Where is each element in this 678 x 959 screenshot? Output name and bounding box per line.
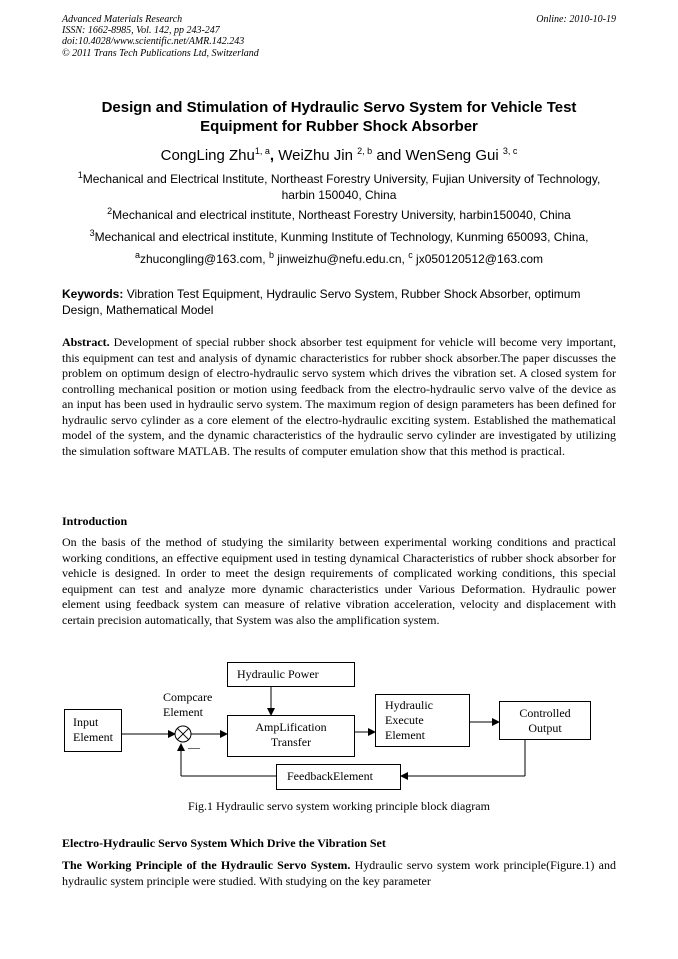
amp-line-2: Transfer bbox=[270, 735, 312, 749]
email-a-sup: a bbox=[134, 250, 140, 260]
author-and: and bbox=[372, 147, 406, 164]
exec-line-3: Element bbox=[385, 728, 425, 742]
email-list bbox=[62, 251, 616, 267]
aff3-text: Mechanical and electrical institute, Kunming Institute of Technology, Kunming 650093, China, bbox=[94, 230, 589, 244]
figure-caption: Fig.1 Hydraulic servo system working principle block diagram bbox=[188, 799, 490, 813]
section2-sublabel: The Working Principle of the Hydraulic Servo System. bbox=[62, 858, 351, 872]
keywords bbox=[62, 287, 616, 318]
author-3: WenSeng Gui bbox=[405, 147, 499, 164]
compare-line-1: Compcare bbox=[163, 690, 213, 704]
input-element-box bbox=[64, 709, 122, 752]
title-line-2: Equipment for Rubber Shock Absorber bbox=[200, 118, 478, 135]
section2-text: Hydraulic servo system work principle(Figure.1) and hydraulic system principle were studied. With studying on the key parameter bbox=[62, 858, 616, 888]
out-line-1: Controlled bbox=[519, 706, 571, 720]
introduction-heading: Introduction bbox=[62, 514, 128, 528]
paper-title bbox=[62, 98, 616, 136]
feedback-label: FeedbackElement bbox=[287, 769, 373, 783]
hydraulic-power-box bbox=[227, 662, 355, 687]
affiliation-2 bbox=[62, 207, 616, 223]
journal-name: Advanced Materials Research bbox=[62, 14, 183, 25]
compare-line-2: Element bbox=[163, 705, 203, 719]
affiliation-1 bbox=[62, 171, 616, 203]
amp-line-1: AmpLification bbox=[255, 720, 327, 734]
journal-doi[interactable]: doi:10.4028/www.scientific.net/AMR.142.243 bbox=[62, 36, 245, 48]
aff1-line-2: harbin 150040, China bbox=[281, 188, 397, 202]
amplification-box bbox=[227, 715, 355, 757]
aff3-sup: 3 bbox=[89, 228, 95, 238]
execute-element-box bbox=[375, 694, 470, 747]
aff2-text: Mechanical and electrical institute, Northeast Forestry University, harbin150040, China bbox=[112, 208, 571, 222]
journal-issn: ISSN: 1662-8985, Vol. 142, pp 243-247 bbox=[62, 25, 220, 37]
exec-line-1: Hydraulic bbox=[385, 698, 433, 712]
author-2-sup: 2, b bbox=[357, 146, 373, 156]
hydraulic-power-label: Hydraulic Power bbox=[237, 667, 319, 681]
input-line-1: Input bbox=[73, 715, 99, 729]
aff1-sup: 1 bbox=[77, 170, 83, 180]
author-sep: , bbox=[269, 147, 279, 164]
email-b-sup: b bbox=[268, 250, 274, 260]
block-diagram bbox=[62, 660, 616, 800]
email-a[interactable]: zhucongling@163.com, bbox=[140, 252, 269, 266]
email-c-sup: c bbox=[408, 250, 413, 260]
journal-header bbox=[62, 14, 259, 59]
controlled-output-box bbox=[499, 701, 591, 740]
input-line-2: Element bbox=[73, 730, 113, 744]
email-b[interactable]: jinweizhu@nefu.edu.cn, bbox=[273, 252, 409, 266]
title-line-1: Design and Stimulation of Hydraulic Servo System for Vehicle Test bbox=[101, 99, 577, 116]
aff1-line-1: Mechanical and Electrical Institute, Northeast Forestry University, Fujian University of Technology, bbox=[82, 172, 601, 186]
abstract bbox=[62, 335, 616, 459]
exec-line-2: Execute bbox=[385, 713, 424, 727]
author-list bbox=[62, 146, 616, 166]
author-1: CongLing Zhu bbox=[160, 147, 255, 164]
compare-element-label bbox=[163, 690, 212, 720]
author-1-sup: 1, a bbox=[254, 146, 270, 156]
journal-copyright: © 2011 Trans Tech Publications Ltd, Switzerland bbox=[62, 47, 259, 59]
aff2-sup: 2 bbox=[107, 206, 113, 216]
introduction-text: On the basis of the method of studying the similarity between experimental working conditions and practical working conditions, an effective equipment used in testing dynamical Characteristics of rubber shock absorber for vehicle is designed. In order to meet the design requirements of complicated working conditions, this special equipment can test and analyze more dynamic characteristics under Various Deformation. Hydraulic power element using feedback system can measure of relative vibration acceleration, velocity and displacement with certain precision automatically, that System was also the amplification system. bbox=[62, 535, 616, 627]
out-line-2: Output bbox=[528, 721, 562, 735]
affiliation-3 bbox=[62, 229, 616, 245]
keywords-text: Vibration Test Equipment, Hydraulic Servo System, Rubber Shock Absorber, optimum Design, Mathematical Model bbox=[62, 287, 581, 317]
minus-sign: — bbox=[188, 740, 200, 754]
abstract-label: Abstract. bbox=[62, 335, 110, 349]
keywords-label: Keywords: bbox=[62, 287, 124, 301]
section2-paragraph bbox=[62, 858, 616, 889]
feedback-element-box bbox=[276, 764, 401, 790]
email-c[interactable]: jx050120512@163.com bbox=[412, 252, 543, 266]
online-date: Online: 2010-10-19 bbox=[536, 14, 616, 25]
author-3-sup: 3, c bbox=[502, 146, 518, 156]
section2-heading: Electro-Hydraulic Servo System Which Drive the Vibration Set bbox=[62, 836, 386, 850]
abstract-text: Development of special rubber shock absorber test equipment for vehicle will become very important, this equipment can test and analysis of dynamic characteristics for rubber shock absorber.The paper discusses the problem on optimum design of electro-hydraulic servo system which drives the vibration set. A closed system for controlling mechanical position or motion using feedback from the electro-hydraulic servo valve of the device as an input has been used in hydraulic servo system. The maximum region of design parameters has been defined for hydraulic servo cylinder as a core element of the electro-hydraulic exciting system. Established the mathematical model of the system, and the dynamic characteristics of the hydraulic servo cylinder are investigated by utilizing the simulation software MATLAB. The results of computer emulation show that this method is practical. bbox=[62, 335, 616, 458]
author-2: WeiZhu Jin bbox=[278, 147, 353, 164]
